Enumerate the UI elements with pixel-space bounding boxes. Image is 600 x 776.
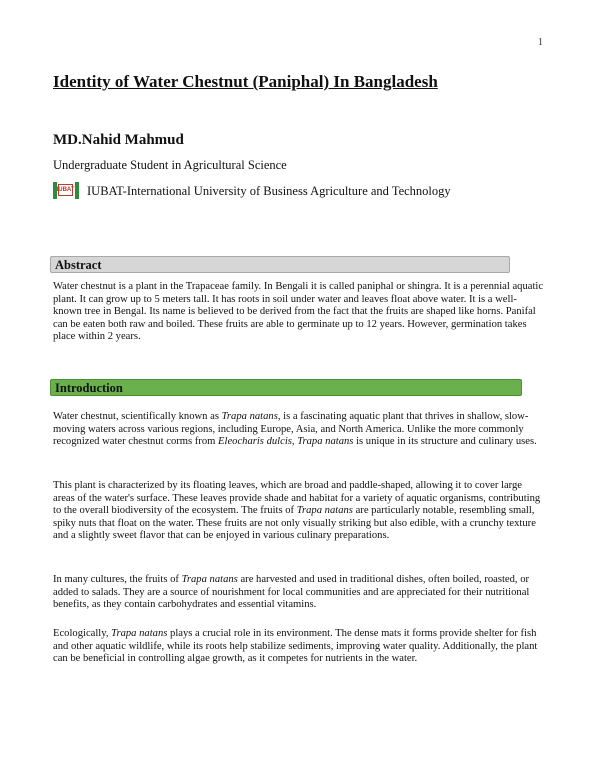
abstract-heading: Abstract	[50, 256, 510, 273]
intro-paragraph-3: In many cultures, the fruits of Trapa natans are harvested and used in traditional dishes, often boiled, roasted, or added to salads. They are a source of nourishment for local communities and are appreciated for their nutritional benefits, as they contain carbohydrates and essential vitamins.	[53, 574, 530, 611]
intro-paragraph-2: This plant is characterized by its floating leaves, which are broad and paddle-shaped, allowing it to cover large areas of the water's surface. These leaves provide shade and habitat for a variety of aquatic organisms, contributing to the overall biodiversity of the ecosystem. The fruits of Trapa natans are particularly notable, resembling small, spiky nuts that float on the water. These fruits are not only visually striking but also edible, with a crunchy texture and a slightly sweet flavor that can be enjoyed in various culinary preparations.	[53, 480, 541, 542]
institution-name: IUBAT-International University of Business Agriculture and Technology	[87, 183, 451, 198]
university-logo-icon: IUBAT	[53, 181, 79, 201]
page-number: 1	[538, 37, 543, 48]
introduction-heading: Introduction	[50, 379, 522, 396]
affiliation: Undergraduate Student in Agricultural Science	[53, 158, 287, 172]
intro-paragraph-1: Water chestnut, scientifically known as Trapa natans, is a fascinating aquatic plant that thrives in shallow, slow-moving waters across various regions, including Europe, Asia, and North America. Unlike the more commonly recognized water chestnut corms from Eleocharis dulcis, Trapa natans is unique in its structure and culinary uses.	[53, 411, 537, 448]
author-name: MD.Nahid Mahmud	[53, 132, 184, 148]
institution-line	[53, 181, 451, 201]
abstract-text: Water chestnut is a plant in the Trapaceae family. In Bengali it is called paniphal or shingra. It is a perennial aquatic plant. It can grow up to 5 meters tall. It has roots in soil under water and leaves float above water. It is a well-known tree in Bengal. Its name is believed to be derived from the fact that the fruits are shaped like horns. Panifal can be eaten both raw and boiled. These fruits are able to germinate up to 12 years. However, germination takes place within 2 years.	[53, 281, 544, 343]
intro-paragraph-4: Ecologically, Trapa natans plays a crucial role in its environment. The dense mats it forms provide shelter for fish and other aquatic wildlife, while its roots help stabilize sediments, improving water quality. Additionally, the plant can be beneficial in controlling algae growth, as it competes for nutrients in the water.	[53, 628, 538, 665]
page-title: Identity of Water Chestnut (Paniphal) In Bangladesh	[53, 72, 438, 91]
